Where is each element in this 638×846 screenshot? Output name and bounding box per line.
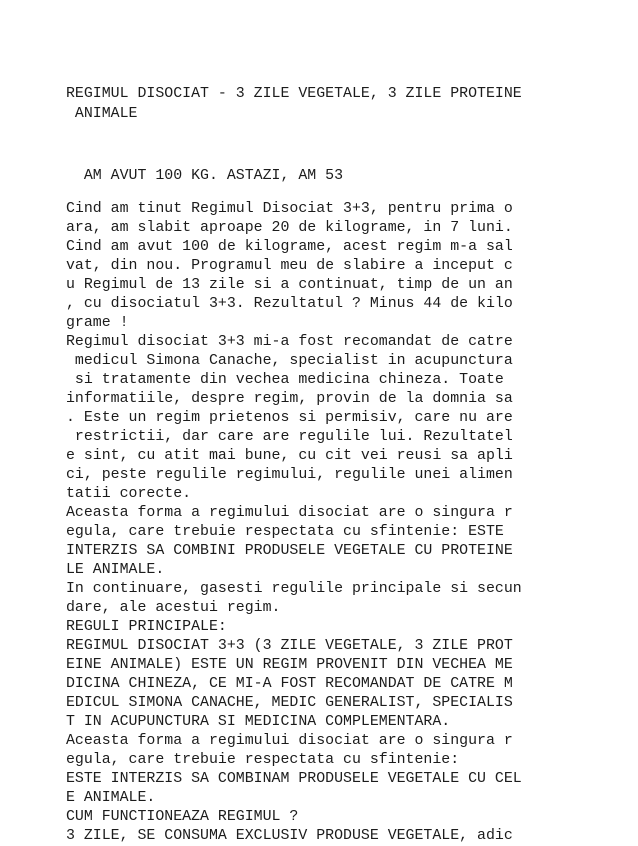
- body-text-line: T IN ACUPUNCTURA SI MEDICINA COMPLEMENTARA.: [66, 714, 451, 730]
- body-text-line: informatiile, despre regim, provin de la domnia sa: [66, 391, 513, 407]
- body-text-line: vat, din nou. Programul meu de slabire a inceput c: [66, 258, 513, 274]
- body-text-line: Regimul disociat 3+3 mi-a fost recomandat de catre: [66, 334, 513, 350]
- body-text-line: REGULI PRINCIPALE:: [66, 619, 227, 635]
- body-text-line: EDICUL SIMONA CANACHE, MEDIC GENERALIST, SPECIALIS: [66, 695, 513, 711]
- body-text-line: ci, peste regulile regimului, regulile unei alimen: [66, 467, 513, 483]
- body-text-line: . Este un regim prietenos si permisiv, care nu are: [66, 410, 513, 426]
- body-text-line: , cu disociatul 3+3. Rezultatul ? Minus 44 de kilo: [66, 296, 513, 312]
- body-text-line: egula, care trebuie respectata cu sfintenie: ESTE: [66, 524, 504, 540]
- body-text-line: Aceasta forma a regimului disociat are o singura r: [66, 733, 513, 749]
- document-page: [66, 84, 586, 846]
- body-text-line: egula, care trebuie respectata cu sfintenie:: [66, 752, 460, 768]
- body-text-line: Cind am avut 100 de kilograme, acest regim m-a sal: [66, 239, 513, 255]
- body-text-line: u Regimul de 13 zile si a continuat, timp de un an: [66, 277, 513, 293]
- body-text-line: LE ANIMALE.: [66, 562, 165, 578]
- document-title: [66, 84, 586, 124]
- body-text-line: Aceasta forma a regimului disociat are o singura r: [66, 505, 513, 521]
- body-text-line: In continuare, gasesti regulile principale si secun: [66, 581, 522, 597]
- title-line: ANIMALE: [66, 106, 138, 122]
- body-text-line: E ANIMALE.: [66, 790, 156, 806]
- body-text-line: EINE ANIMALE) ESTE UN REGIM PROVENIT DIN VECHEA ME: [66, 657, 513, 673]
- body-text-line: grame !: [66, 315, 129, 331]
- body-text-line: Cind am tinut Regimul Disociat 3+3, pentru prima o: [66, 201, 513, 217]
- body-text-line: si tratamente din vechea medicina chineza. Toate: [66, 372, 504, 388]
- body-text-line: tatii corecte.: [66, 486, 192, 502]
- body-text-line: INTERZIS SA COMBINI PRODUSELE VEGETALE CU PROTEINE: [66, 543, 513, 559]
- body-text-line: REGIMUL DISOCIAT 3+3 (3 ZILE VEGETALE, 3 ZILE PROT: [66, 638, 513, 654]
- body-text-line: medicul Simona Canache, specialist in acupunctura: [66, 353, 513, 369]
- body-text-line: 3 ZILE, SE CONSUMA EXCLUSIV PRODUSE VEGETALE, adic: [66, 828, 513, 844]
- body-text-line: restrictii, dar care are regulile lui. Rezultatel: [66, 429, 513, 445]
- body-text-line: CUM FUNCTIONEAZA REGIMUL ?: [66, 809, 299, 825]
- document-body: [66, 200, 586, 846]
- body-text-line: ESTE INTERZIS SA COMBINAM PRODUSELE VEGETALE CU CEL: [66, 771, 522, 787]
- body-text-line: dare, ale acestui regim.: [66, 600, 281, 616]
- document-subtitle: AM AVUT 100 KG. ASTAZI, AM 53: [66, 168, 344, 184]
- body-text-line: DICINA CHINEZA, CE MI-A FOST RECOMANDAT DE CATRE M: [66, 676, 513, 692]
- body-text-line: ara, am slabit aproape 20 de kilograme, in 7 luni.: [66, 220, 513, 236]
- body-text-line: e sint, cu atit mai bune, cu cit vei reusi sa apli: [66, 448, 513, 464]
- title-line: REGIMUL DISOCIAT - 3 ZILE VEGETALE, 3 ZILE PROTEINE: [66, 86, 522, 102]
